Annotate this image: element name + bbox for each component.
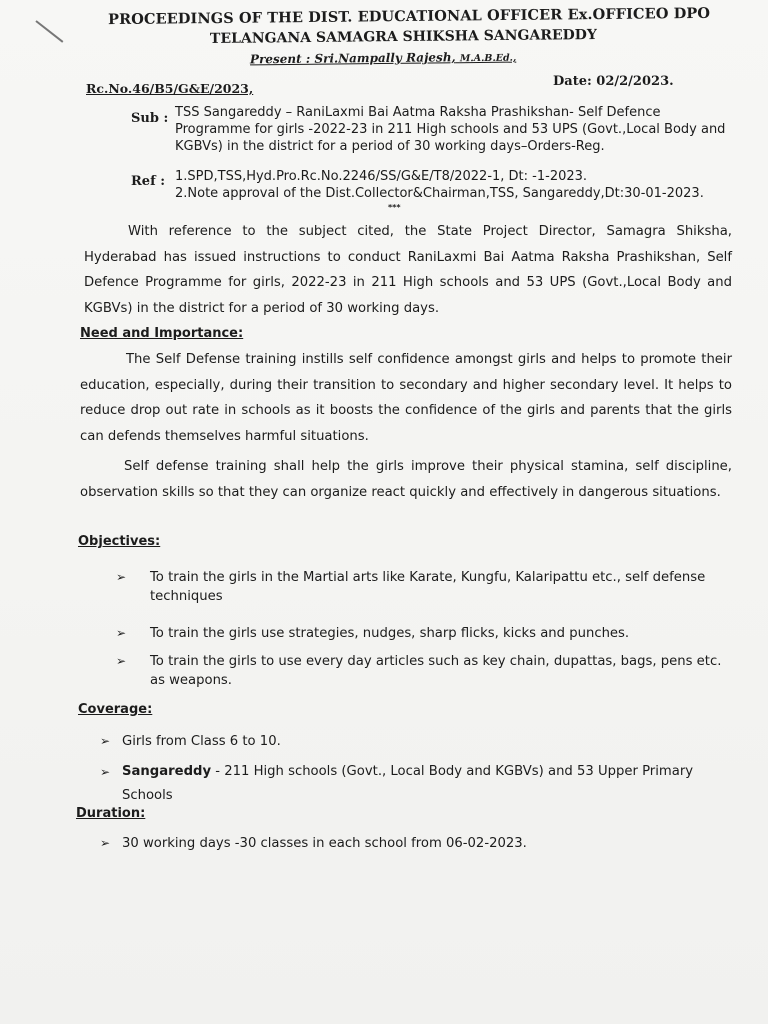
arrow-bullet-icon: ➢ [116,654,127,668]
need-heading: Need and Importance: [80,326,244,341]
duration-item [100,834,732,853]
subject-label: Sub : [131,111,169,126]
officer-qualifications: M.A.B.Ed., [459,52,517,65]
objective-text: To train the girls use strategies, nudges, sharp flicks, kicks and punches. [150,626,630,641]
reference-list [175,168,735,202]
header-office-title: PROCEEDINGS OF THE DIST. EDUCATIONAL OFFICER Ex.OFFICEO DPO [107,4,711,29]
coverage-district: Sangareddy [122,764,212,779]
objective-item [116,652,732,690]
coverage-item [100,732,732,751]
objectives-heading: Objectives: [78,534,161,549]
coverage-heading: Coverage: [78,702,153,717]
arrow-bullet-icon: ➢ [100,765,111,779]
intro-paragraph: With reference to the subject cited, the State Project Director, Samagra Shiksha, Hyderabad has issued instructions to conduct RaniLaxmi Bai Aatma Raksha Prashikshan, Self Defence Programme for girls, 2022-23 in 211 High schools and 53 UPS (Govt.,Local Body and KGBVs) in the district for a period of 30 working days. [84,224,732,316]
objective-item [116,624,732,643]
document-date: Date: 02/2/2023. [553,74,674,89]
header-organization: TELANGANA SAMAGRA SHIKSHA SANGAREDDY [209,26,597,48]
staple-mark [35,20,63,43]
need-paragraph-2: Self defense training shall help the girls improve their physical stamina, self discipline, observation skills so that they can organize react quickly and effectively in dangerous situations. [80,459,732,500]
reference-item-1: 1.SPD,TSS,Hyd.Pro.Rc.No.2246/SS/G&E/T8/2022-1, Dt: -1-2023. [175,169,588,184]
duration-text: 30 working days -30 classes in each school from 06-02-2023. [122,836,527,851]
arrow-bullet-icon: ➢ [116,570,127,584]
duration-heading: Duration: [76,806,146,821]
header-present [250,50,516,67]
subject-text: TSS Sangareddy – RaniLaxmi Bai Aatma Raksha Prashikshan- Self Defence Programme for girls -2022-23 in 211 High schools and 53 UPS (Govt.,Local Body and KGBVs) in the district for a period of 30 working days–Orders-Reg. [175,105,726,154]
objective-text: To train the girls in the Martial arts like Karate, Kungfu, Kalaripattu etc., self defense techniques [150,570,706,604]
present-officer: Present : Sri.Nampally Rajesh, [249,50,456,67]
separator-stars: *** [388,203,401,212]
coverage-item [100,760,732,808]
arrow-bullet-icon: ➢ [100,836,111,850]
arrow-bullet-icon: ➢ [116,626,127,640]
coverage-text: Girls from Class 6 to 10. [122,734,281,749]
need-paragraph-1: The Self Defense training instills self confidence amongst girls and helps to promote their education, especially, during their transition to secondary and higher secondary level. It helps to reduce drop out rate in schools as it boosts the confidence of the girls and parents that the girls can defends themselves harmful situations. [80,352,732,444]
objective-item [116,568,732,606]
coverage-text: - 211 High schools (Govt., Local Body and KGBVs) and 53 Upper Primary Schools [122,764,694,803]
reference-label: Ref : [131,174,165,189]
objective-text: To train the girls to use every day articles such as key chain, dupattas, bags, pens etc. as weapons. [150,654,722,688]
reference-number: Rc.No.46/B5/G&E/2023, [86,81,254,96]
arrow-bullet-icon: ➢ [100,734,111,748]
reference-item-2: 2.Note approval of the Dist.Collector&Chairman,TSS, Sangareddy,Dt:30-01-2023. [175,186,704,201]
